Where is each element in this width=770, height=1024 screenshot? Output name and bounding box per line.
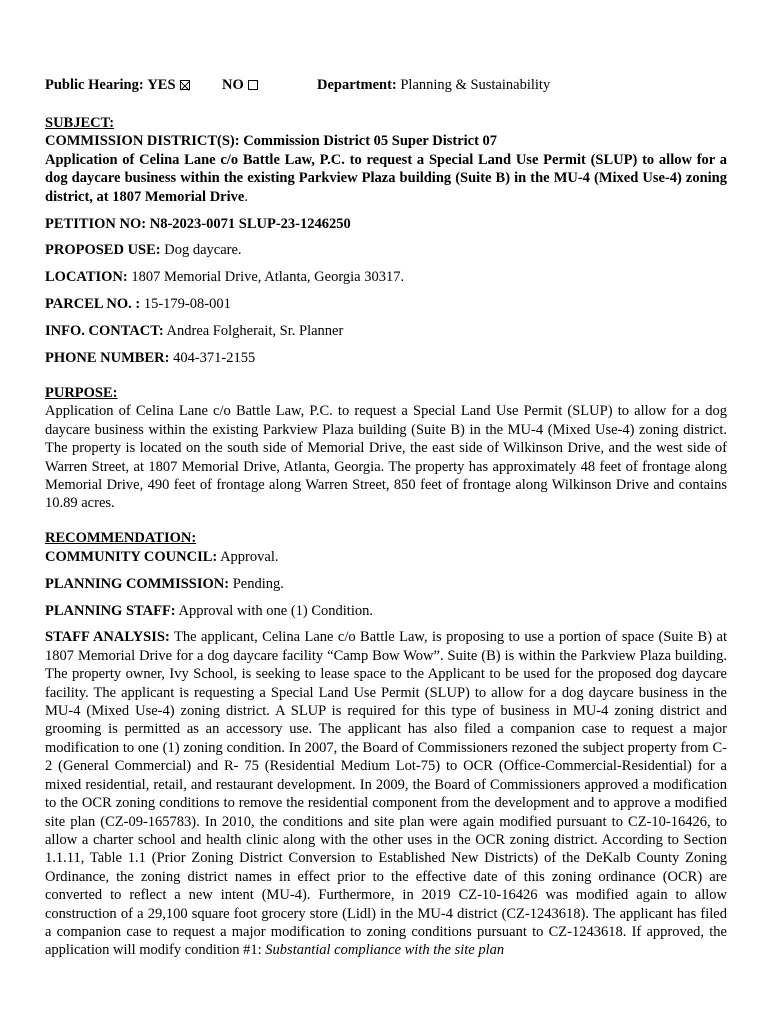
checked-box-icon (180, 80, 190, 90)
no-label: NO (222, 77, 244, 93)
subject-heading: SUBJECT: (45, 115, 115, 131)
location-label: LOCATION: (45, 269, 128, 286)
community-council-value: Approval. (220, 548, 279, 565)
public-hearing-row (45, 77, 190, 94)
subject-application-text: Application of Celina Lane c/o Battle Law, P.C. to request a Special Land Use Permit (SLUP) to allow for a dog daycare business within the existing Parkview Plaza building (Suite B) in the MU-4 (Mixed Use-4) zoning district, at 1807 Memorial Drive (45, 151, 727, 205)
staff-analysis-text: The applicant, Celina Lane c/o Battle Law, is proposing to use a portion of space (Suite B) at 1807 Memorial Drive for a dog daycare facility “Camp Bow Wow”. Suite (B) is within the Parkview Plaza building. The property owner, Ivy School, is seeking to lease space to the Applicant to be used for the proposed dog daycare facility. The applicant is requesting a Special Land Use Permit (SLUP) to allow for a dog daycare business in the MU-4 (Mixed Use-4) zoning district. A SLUP is required for this type of business in MU-4 zoning district and grooming is permitted as an accessory use. The applicant has also filed a companion case to request a major modification to one (1) zoning condition. In 2007, the Board of Commissioners rezoned the subject property from C-2 (General Commercial) and R- 75 (Residential Medium Lot-75) to OCR (Office-Commercial-Residential) for a mixed residential, retail, and restaurant development. In 2009, the Board of Commissioners approved a modification to the OCR zoning conditions to remove the residential component from the development and to approve a modified site plan (CZ-09-165783). In 2010, the conditions and site plan were again modified pursuant to CZ-10-16426, to allow a charter school and health clinic along with the other uses in the OCR zoning district. According to Section 1.1.11, Table 1.1 (Prior Zoning District Conversion to Established New Districts) of the DeKalb County Zoning Ordinance, the zoning district names in effect prior to the effective date of this zoning ordinance (OCR) are converted to reflect a new intent (MU-4). Furthermore, in 2019 CZ-10-16426 was modified again to allow construction of a 29,100 square foot grocery store (Lidl) in the MU-4 district (CZ-1243618). The applicant has filed a companion case to request a major modification to zoning conditions pursuant to CZ-1243618. If approved, the application will modify condition #1: (45, 629, 727, 959)
staff-analysis-italic: Substantial compliance with the site plan (265, 942, 505, 959)
planning-staff-label: PLANNING STAFF: (45, 602, 176, 619)
staff-analysis (45, 628, 727, 959)
planning-commission-value: Pending. (232, 575, 284, 592)
proposed-use-label: PROPOSED USE: (45, 242, 161, 259)
parcel-row (45, 295, 727, 313)
planning-commission-row (45, 575, 727, 593)
community-council-row (45, 548, 727, 566)
planning-commission-label: PLANNING COMMISSION: (45, 575, 230, 592)
document-body (45, 114, 727, 960)
phone-row (45, 349, 727, 367)
department-label: Department: (317, 77, 397, 93)
parcel-value: 15-179-08-001 (143, 296, 231, 313)
contact-label: INFO. CONTACT: (45, 323, 164, 340)
unchecked-box-icon (248, 80, 258, 90)
staff-analysis-label: STAFF ANALYSIS: (45, 629, 170, 646)
commission-district: COMMISSION DISTRICT(S): Commission District 05 Super District 07 (45, 133, 498, 150)
department-row (317, 77, 550, 94)
location-value: 1807 Memorial Drive, Atlanta, Georgia 30317. (131, 269, 405, 286)
phone-value: 404-371-2155 (173, 350, 256, 367)
planning-staff-value: Approval with one (1) Condition. (178, 602, 373, 619)
phone-label: PHONE NUMBER: (45, 350, 170, 367)
contact-value: Andrea Folgherait, Sr. Planner (166, 323, 344, 340)
purpose-heading: PURPOSE: (45, 384, 118, 401)
community-council-label: COMMUNITY COUNCIL: (45, 548, 218, 565)
proposed-use-row (45, 241, 727, 259)
no-option (222, 77, 258, 94)
recommendation-heading: RECOMMENDATION: (45, 530, 197, 547)
petition-label: PETITION NO: (45, 215, 147, 232)
department-value: Planning & Sustainability (400, 77, 551, 93)
purpose-text: Application of Celina Lane c/o Battle Law, P.C. to request a Special Land Use Permit (SLUP) to allow for a dog daycare business within the existing Parkview Plaza building (Suite B) in the MU-4 (Mixed Use-4) zoning district. The property is located on the south side of Memorial Drive, the east side of Wilkinson Drive, and the west side of Warren Street, at 1807 Memorial Drive, Atlanta, Georgia. The property has approximately 48 feet of frontage along Memorial Drive, 490 feet of frontage along Warren Street, 850 feet of frontage along Wilkinson Drive and contains 10.89 acres. (45, 403, 727, 512)
yes-label: YES (147, 77, 176, 93)
subject-application (45, 151, 727, 206)
planning-staff-row (45, 602, 727, 620)
petition-value: N8-2023-0071 SLUP-23-1246250 (149, 215, 351, 232)
subject-application-end: . (244, 188, 248, 205)
contact-row (45, 322, 727, 340)
parcel-label: PARCEL NO. : (45, 296, 141, 313)
public-hearing-label: Public Hearing: (45, 77, 144, 93)
petition-row (45, 215, 727, 233)
location-row (45, 268, 727, 286)
proposed-use-value: Dog daycare. (164, 242, 242, 259)
